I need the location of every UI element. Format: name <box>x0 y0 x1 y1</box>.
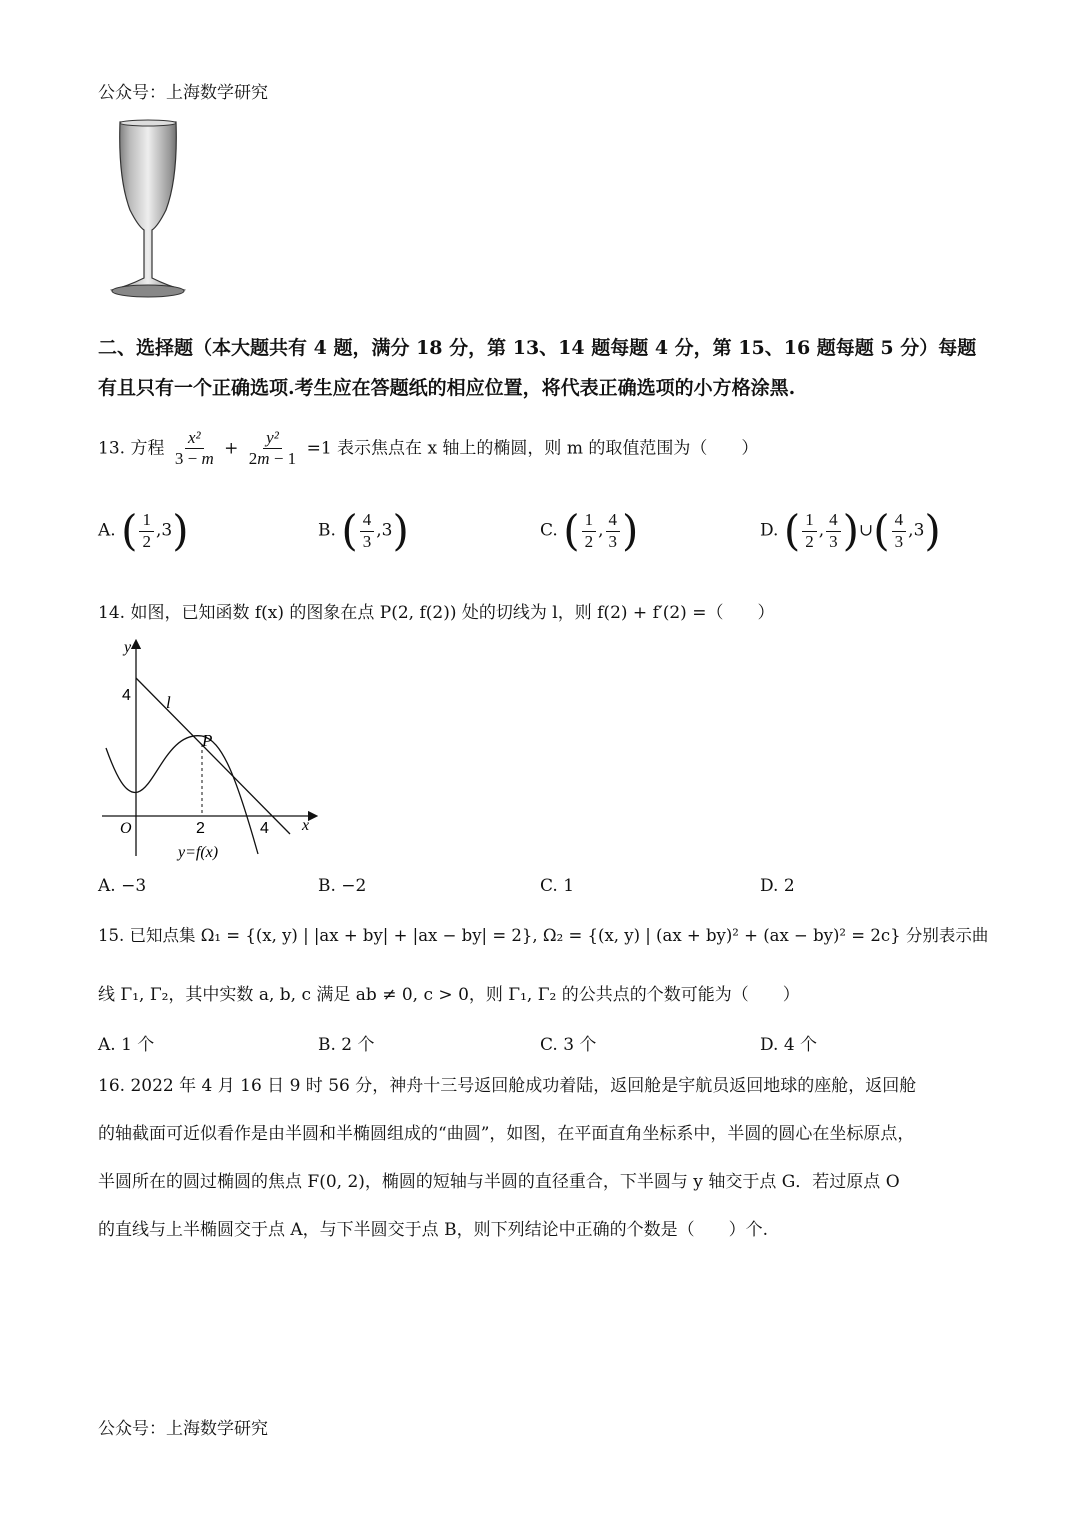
q15-option-d[interactable]: D. 4 个 <box>760 1035 818 1055</box>
curve-label: y=f(x) <box>178 844 219 861</box>
x-tick-4: 4 <box>260 820 269 837</box>
line-label-l: l <box>166 693 171 712</box>
section-line-1: 二、选择题（本大题共有 4 题，满分 18 分，第 13、14 题每题 4 分，第 15、16 题每题 5 分）每题 <box>98 337 977 359</box>
question-14: 14. 如图，已知函数 f(x) 的图象在点 P(2, f(2)) 处的切线为 l，则 f(2) + f′(2) =（ ） <box>98 603 775 623</box>
q13-fraction-y: $\frac{\text{y²}}{2m - 1}$ <box>248 428 297 469</box>
q15-option-c[interactable]: C. 3 个 <box>540 1035 597 1055</box>
page-footer: 公众号：上海数学研究 <box>98 1419 268 1439</box>
q13-fraction-x: $\frac{\text{x²}}{3 - m}$ <box>174 428 214 469</box>
q13-option-b[interactable]: B. ( $\frac{4}{3}$ ,3) <box>318 506 409 555</box>
question-13: 13. 方程 $\frac{\text{x²}}{3 - m}$ + $\frac{\text{y²}}{2m - 1}$ =1 表示焦点在 x 轴上的椭圆，则 m 的取值范围为（ ） <box>98 428 759 469</box>
q16-line-1: 16. 2022 年 4 月 16 日 9 时 56 分，神舟十三号返回舱成功着陆，返回舱是宇航员返回地球的座舱，返回舱 <box>98 1076 917 1096</box>
q13-prefix: 13. 方程 <box>98 438 165 459</box>
q14-option-c[interactable]: C. 1 <box>540 876 575 896</box>
tangent-line <box>136 678 290 834</box>
point-label-p: P <box>202 731 213 750</box>
x-tick-2: 2 <box>196 820 205 837</box>
q15-line-1: 15. 已知点集 Ω₁ = {(x, y) | |ax + by| + |ax − by| = 2}, Ω₂ = {(x, y) | (ax + by)² + (ax − by)² = 2c} 分别表示曲 <box>98 926 989 945</box>
page-header: 公众号：上海数学研究 <box>98 83 268 103</box>
question-16 <box>98 1062 988 1254</box>
q14-option-b[interactable]: B. −2 <box>318 876 367 896</box>
q13-option-c[interactable]: C. ( $\frac{1}{2}$ , $\frac{4}{3}$ ) <box>540 506 639 555</box>
x-axis-label: x <box>302 817 310 834</box>
y-axis-label: y <box>124 639 132 656</box>
section-heading <box>98 328 988 408</box>
q13-option-d[interactable]: D. ( $\frac{1}{2}$ , $\frac{4}{3}$ )∪( $\frac{4}{3}$ ,3) <box>760 506 941 555</box>
q14-option-d[interactable]: D. 2 <box>760 876 795 896</box>
section-line-2: 有且只有一个正确选项.考生应在答题纸的相应位置，将代表正确选项的小方格涂黑. <box>98 377 796 399</box>
q15-option-a[interactable]: A. 1 个 <box>98 1035 155 1055</box>
y-tick-4: 4 <box>122 687 131 704</box>
champagne-glass-image <box>108 118 188 308</box>
q16-line-3: 半圆所在的圆过椭圆的焦点 F(0, 2)，椭圆的短轴与半圆的直径重合，下半圆与 y 轴交于点 G．若过原点 O <box>98 1172 900 1192</box>
q14-graph <box>98 636 328 866</box>
q14-option-a[interactable]: A. −3 <box>98 876 147 896</box>
origin-label: O <box>120 820 132 837</box>
q15-option-b[interactable]: B. 2 个 <box>318 1035 375 1055</box>
q16-line-4: 的直线与上半椭圆交于点 A，与下半圆交于点 B，则下列结论中正确的个数是（ ）个. <box>98 1220 768 1240</box>
q16-line-2: 的轴截面可近似看作是由半圆和半椭圆组成的“曲圆”，如图，在平面直角坐标系中，半圆的圆心在坐标原点， <box>98 1124 915 1144</box>
q13-option-a[interactable]: A. ( $\frac{1}{2}$ ,3) <box>98 506 189 555</box>
q15-line-2: 线 Γ₁, Γ₂，其中实数 a, b, c 满足 ab ≠ 0, c > 0，则 Γ₁, Γ₂ 的公共点的个数可能为（ ） <box>98 985 800 1005</box>
q13-suffix: =1 表示焦点在 x 轴上的椭圆，则 m 的取值范围为（ ） <box>306 438 759 459</box>
